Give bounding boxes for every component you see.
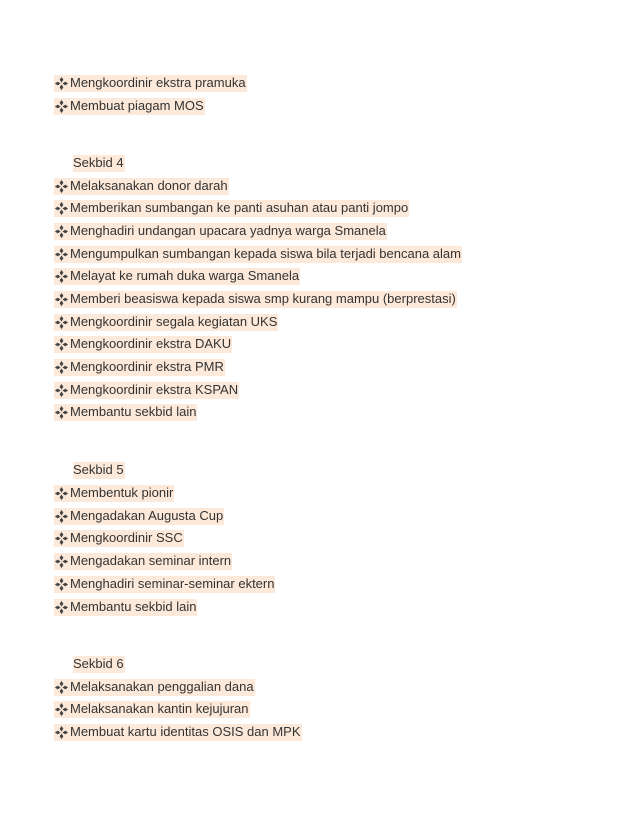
- list-item: [54, 96, 205, 116]
- list-item-text: Mengadakan Augusta Cup: [70, 508, 224, 523]
- list-item-text: Menghadiri undangan upacara yadnya warga Smanela: [70, 223, 386, 238]
- section-heading: Sekbid 4: [73, 155, 124, 170]
- diamond-bullet-icon: [54, 201, 69, 216]
- list-item: [54, 312, 278, 332]
- diamond-bullet-icon: [54, 292, 69, 307]
- diamond-bullet-icon: [54, 680, 69, 695]
- diamond-bullet-icon: [54, 725, 69, 740]
- list-item-text: Mengkoordinir SSC: [70, 530, 183, 545]
- list-item: [54, 198, 409, 218]
- list-item-text: Memberi beasiswa kepada siswa smp kurang mampu (berprestasi): [70, 291, 456, 306]
- diamond-bullet-icon: [54, 554, 69, 569]
- list-item: [54, 677, 255, 697]
- diamond-bullet-icon: [54, 577, 69, 592]
- diamond-bullet-icon: [54, 383, 69, 398]
- list-item-text: Mengkoordinir ekstra PMR: [70, 359, 224, 374]
- list-item: [54, 699, 250, 719]
- diamond-bullet-icon: [54, 224, 69, 239]
- diamond-bullet-icon: [54, 247, 69, 262]
- diamond-bullet-icon: [54, 702, 69, 717]
- diamond-bullet-icon: [54, 76, 69, 91]
- diamond-bullet-icon: [54, 179, 69, 194]
- list-item-text: Membantu sekbid lain: [70, 404, 197, 419]
- list-item: [54, 506, 224, 526]
- diamond-bullet-icon: [54, 99, 69, 114]
- list-item: [54, 289, 457, 309]
- list-item-text: Mengkoordinir segala kegiatan UKS: [70, 314, 278, 329]
- list-item: [54, 551, 232, 571]
- list-item: [54, 528, 184, 548]
- list-item: [54, 73, 247, 93]
- list-item-text: Melaksanakan kantin kejujuran: [70, 701, 249, 716]
- list-item-text: Membuat kartu identitas OSIS dan MPK: [70, 724, 301, 739]
- list-item: [54, 380, 239, 400]
- list-item-text: Menghadiri seminar-seminar ektern: [70, 576, 275, 591]
- list-item-text: Melayat ke rumah duka warga Smanela: [70, 268, 300, 283]
- list-item-text: Mengkoordinir ekstra DAKU: [70, 336, 232, 351]
- list-item-text: Melaksanakan donor darah: [70, 178, 228, 193]
- list-item-text: Mengkoordinir ekstra KSPAN: [70, 382, 239, 397]
- list-item-text: Memberikan sumbangan ke panti asuhan atau panti jompo: [70, 200, 409, 215]
- diamond-bullet-icon: [54, 337, 69, 352]
- list-item: [54, 574, 275, 594]
- list-item: [54, 334, 232, 354]
- diamond-bullet-icon: [54, 405, 69, 420]
- list-item: [54, 244, 462, 264]
- list-item-text: Membantu sekbid lain: [70, 599, 197, 614]
- diamond-bullet-icon: [54, 600, 69, 615]
- list-item: [54, 266, 300, 286]
- diamond-bullet-icon: [54, 269, 69, 284]
- list-item: [54, 176, 229, 196]
- list-item: [54, 221, 387, 241]
- section-heading: Sekbid 6: [73, 656, 124, 671]
- diamond-bullet-icon: [54, 509, 69, 524]
- diamond-bullet-icon: [54, 486, 69, 501]
- diamond-bullet-icon: [54, 315, 69, 330]
- list-item: [54, 722, 302, 742]
- diamond-bullet-icon: [54, 531, 69, 546]
- list-item: [54, 357, 225, 377]
- list-item-text: Membentuk pionir: [70, 485, 174, 500]
- list-item-text: Mengadakan seminar intern: [70, 553, 232, 568]
- list-item-text: Melaksanakan penggalian dana: [70, 679, 254, 694]
- list-item-text: Mengumpulkan sumbangan kepada siswa bila terjadi bencana alam: [70, 246, 461, 261]
- list-item-text: Membuat piagam MOS: [70, 98, 204, 113]
- list-item: [54, 402, 197, 422]
- list-item: [54, 597, 197, 617]
- list-item: [54, 483, 174, 503]
- list-item-text: Mengkoordinir ekstra pramuka: [70, 75, 246, 90]
- section-heading: Sekbid 5: [73, 462, 124, 477]
- diamond-bullet-icon: [54, 360, 69, 375]
